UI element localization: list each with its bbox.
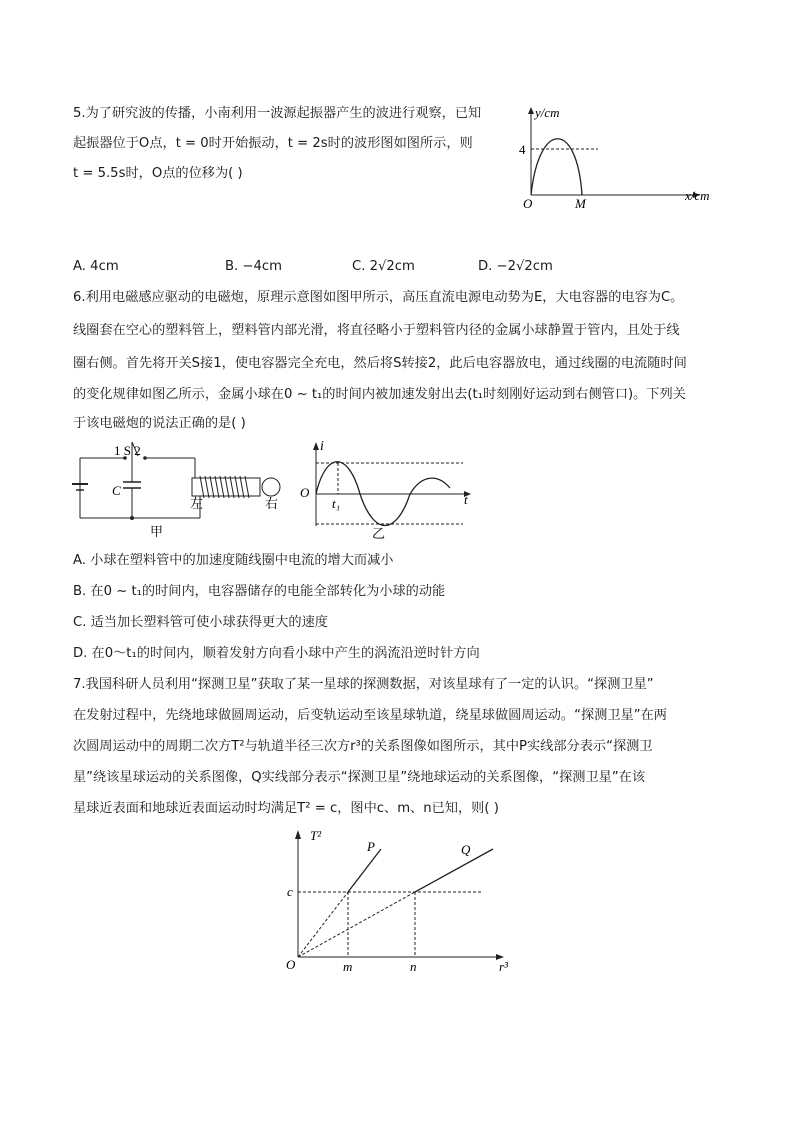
q7-q-line bbox=[415, 849, 493, 892]
metal-ball bbox=[262, 478, 280, 496]
q7-q-dashed bbox=[298, 892, 415, 957]
q7-graph bbox=[278, 824, 518, 979]
fig-jia-caption: 甲 bbox=[150, 524, 164, 539]
q6-circuit-figure bbox=[70, 438, 290, 543]
q5-option-c: C. 2√2cm bbox=[352, 259, 415, 274]
q6-option-c: C. 适当加长塑料管可使小球获得更大的速度 bbox=[73, 615, 328, 630]
q5-wave-figure bbox=[515, 100, 730, 212]
q6-origin-label: O bbox=[300, 485, 310, 500]
q7-p-label: P bbox=[367, 839, 375, 854]
q6-line3: 圈右侧。首先将开关S接1，使电容器完全充电，然后将S转接2，此后电容器放电，通过线圈的电流随时间 bbox=[73, 356, 687, 371]
q7-n-label: n bbox=[410, 959, 417, 974]
q5-m-label: M bbox=[575, 196, 586, 211]
q7-line5: 星球近表面和地球近表面运动时均满足T² = c，图中c、m、n已知，则( ) bbox=[73, 801, 499, 816]
q7-x-label: r³ bbox=[499, 959, 508, 974]
q6-line2: 线圈套在空心的塑料管上，塑料管内部光滑，将直径略小于塑料管内径的金属小球静置于管内，且处于线 bbox=[73, 323, 680, 338]
q6-option-b: B. 在0 ~ t₁的时间内，电容器储存的电能全部转化为小球的动能 bbox=[73, 584, 446, 599]
switch-label: 1 S 2 bbox=[114, 443, 141, 458]
q5-origin-label: O bbox=[523, 196, 533, 211]
q7-line3: 次圆周运动中的周期二次方T²与轨道半径三次方r³的关系图像如图所示，其中P实线部分表示“探测卫 bbox=[73, 739, 653, 754]
q7-origin-label: O bbox=[286, 957, 296, 972]
q6-line5: 于该电磁炮的说法正确的是( ) bbox=[73, 416, 246, 431]
q7-line2: 在发射过程中，先绕地球做圆周运动，后变轨运动至该星球轨道，绕星球做圆周运动。“探测卫星”在两 bbox=[73, 708, 667, 723]
q5-option-d: D. −2√2cm bbox=[478, 259, 553, 274]
q7-q-label: Q bbox=[461, 842, 471, 857]
right-label: 右 bbox=[265, 496, 279, 511]
q5-wave-curve bbox=[531, 139, 582, 195]
fig-yi-caption: 乙 bbox=[372, 526, 386, 541]
q5-option-a: A. 4cm bbox=[73, 259, 119, 274]
q5-amp-label: 4 bbox=[519, 142, 526, 157]
q7-m-label: m bbox=[343, 959, 353, 974]
q7-c-label: c bbox=[287, 884, 293, 899]
q5-line2: 起振器位于O点，t = 0时开始振动，t = 2s时的波形图如图所示，则 bbox=[73, 136, 473, 151]
q5-y-label: y/cm bbox=[535, 105, 560, 120]
q5-x-label: x/cm bbox=[685, 188, 710, 203]
q5-line3: t = 5.5s时，O点的位移为( ) bbox=[73, 166, 243, 181]
q7-y-label: T² bbox=[310, 828, 322, 843]
q6-line4: 的变化规律如图乙所示，金属小球在0 ~ t₁的时间内被加速发射出去(t₁时刻刚好运动到右侧管口)。下列关 bbox=[73, 387, 686, 402]
q6-t1-label: t₁ bbox=[332, 496, 341, 511]
q6-current-figure bbox=[298, 436, 478, 544]
q6-option-a: A. 小球在塑料管中的加速度随线圈中电流的增大而减小 bbox=[73, 553, 394, 568]
left-label: 左 bbox=[190, 496, 204, 511]
q5-y-arrow bbox=[528, 107, 534, 114]
q7-p-line bbox=[348, 849, 381, 892]
q7-p-dashed bbox=[298, 892, 348, 957]
capacitor-label: C bbox=[112, 483, 121, 498]
q6-t-label: t bbox=[464, 492, 468, 507]
q7-line1: 7.我国科研人员利用“探测卫星”获取了某一星球的探测数据，对该星球有了一定的认识。“探测卫星” bbox=[73, 677, 654, 692]
q6-option-d: D. 在0～t₁的时间内，顺着发射方向看小球中产生的涡流沿逆时针方向 bbox=[73, 646, 480, 661]
q7-line4: 星”绕该星球运动的关系图像，Q实线部分表示“探测卫星”绕地球运动的关系图像，“探测卫星”在该 bbox=[73, 770, 646, 785]
q5-line1: 5.为了研究波的传播，小南利用一波源起振器产生的波进行观察，已知 bbox=[73, 106, 482, 121]
q5-option-b: B. −4cm bbox=[225, 259, 282, 274]
q6-line1: 6.利用电磁感应驱动的电磁炮，原理示意图如图甲所示，高压直流电源电动势为E，大电容器的电容为C。 bbox=[73, 290, 684, 305]
q6-i-label: i bbox=[320, 439, 324, 454]
coil bbox=[200, 476, 249, 498]
